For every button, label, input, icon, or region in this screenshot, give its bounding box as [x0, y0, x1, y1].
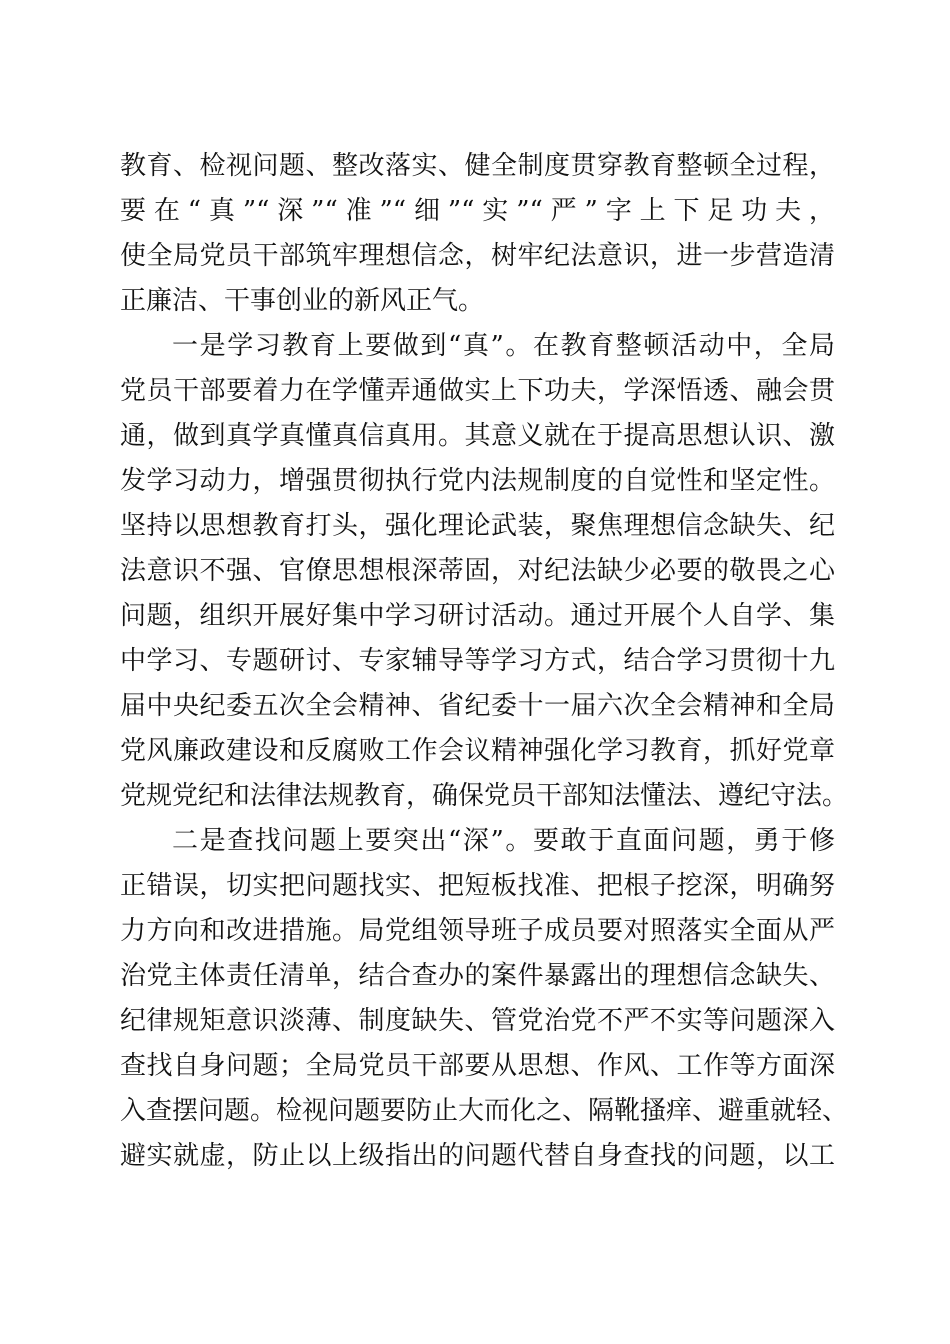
text-line-10: 法意识不强、官僚思想根深蒂固，对纪法缺少必要的敬畏之心: [120, 556, 835, 586]
text-line-15: 党规党纪和法律法规教育，确保党员干部知法懂法、遵纪守法。: [120, 781, 849, 811]
text-line-6: 党员干部要着力在学懂弄通做实上下功夫，学深悟透、融会贯: [120, 376, 835, 406]
paragraph-2-first-line: 二是查找问题上要突出“深”。要敢于直面问题，勇于修: [172, 826, 835, 856]
text-line-12: 中学习、专题研讨、专家辅导等学习方式，结合学习贯彻十九: [120, 646, 835, 676]
text-line-19: 治党主体责任清单，结合查办的案件暴露出的理想信念缺失、: [120, 961, 835, 991]
text-line-14: 党风廉政建设和反腐败工作会议精神强化学习教育，抓好党章: [120, 736, 835, 766]
text-line-9: 坚持以思想教育打头，强化理论武装，聚焦理想信念缺失、纪: [120, 511, 835, 541]
text-line-20: 纪律规矩意识淡薄、制度缺失、管党治党不严不实等问题深入: [120, 1006, 835, 1036]
text-line-3: 使全局党员干部筑牢理想信念，树牢纪法意识，进一步营造清: [120, 241, 835, 271]
text-line-18: 力方向和改进措施。局党组领导班子成员要对照落实全面从严: [120, 916, 835, 946]
text-line-1: 教育、检视问题、整改落实、健全制度贯穿教育整顿全过程，: [120, 151, 835, 181]
text-line-7: 通，做到真学真懂真信真用。其意义就在于提高思想认识、激: [120, 421, 835, 451]
text-line-21: 查找自身问题；全局党员干部要从思想、作风、工作等方面深: [120, 1051, 835, 1081]
text-line-11: 问题，组织开展好集中学习研讨活动。通过开展个人自学、集: [120, 601, 835, 631]
text-line-8: 发学习动力，增强贯彻执行党内法规制度的自觉性和坚定性。: [120, 466, 835, 496]
text-line-22: 入查摆问题。检视问题要防止大而化之、隔靴搔痒、避重就轻、: [120, 1096, 849, 1126]
text-line-2: 要在“真”“深”“准”“细”“实”“严”字上下足功夫，: [120, 196, 835, 226]
text-line-13: 届中央纪委五次全会精神、省纪委十一届六次全会精神和全局: [120, 691, 835, 721]
text-line-17: 正错误，切实把问题找实、把短板找准、把根子挖深，明确努: [120, 871, 835, 901]
paragraph-1-first-line: 一是学习教育上要做到“真”。在教育整顿活动中，全局: [172, 331, 835, 361]
text-line-23: 避实就虚，防止以上级指出的问题代替自身查找的问题，以工: [120, 1141, 835, 1171]
text-line-4: 正廉洁、干事创业的新风正气。: [120, 286, 485, 316]
